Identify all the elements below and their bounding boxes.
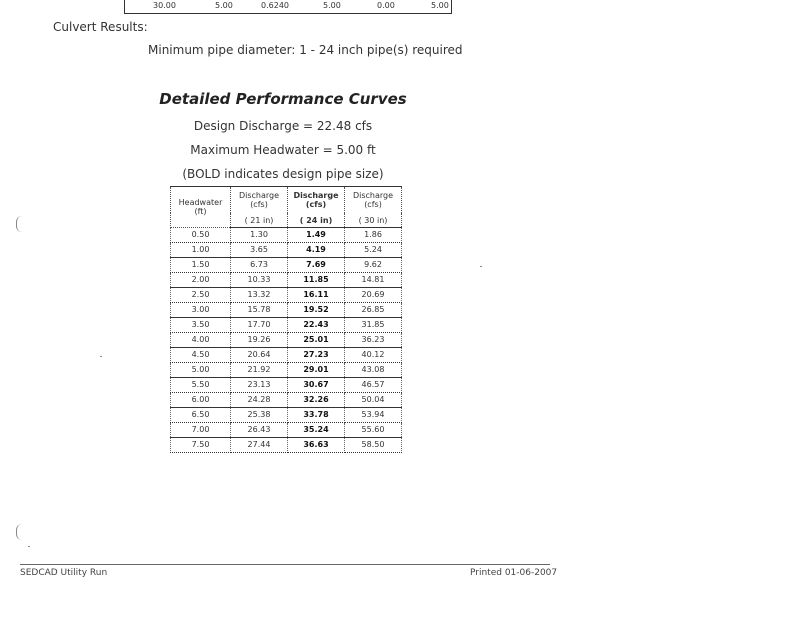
header-label: Discharge [352, 191, 394, 200]
discharge-cell: 35.24 [288, 423, 345, 438]
discharge-cell: 16.11 [288, 288, 345, 303]
discharge-cell: 5.24 [345, 243, 402, 258]
discharge-cell: 46.57 [345, 378, 402, 393]
discharge-cell: 31.85 [345, 318, 402, 333]
headwater-cell: 5.00 [171, 363, 231, 378]
table-row [171, 408, 402, 423]
headwater-cell: 3.50 [171, 318, 231, 333]
discharge-cell: 22.43 [288, 318, 345, 333]
discharge-cell: 36.23 [345, 333, 402, 348]
results-cell: 30.00 [153, 1, 176, 10]
discharge-cell: 9.62 [345, 258, 402, 273]
header-discharge-30 [345, 187, 402, 214]
footer-left-text: SEDCAD Utility Run [20, 568, 108, 578]
table-row [171, 378, 402, 393]
discharge-cell: 3.65 [231, 243, 288, 258]
discharge-cell: 1.86 [345, 228, 402, 243]
discharge-cell: 10.33 [231, 273, 288, 288]
header-size-30: ( 30 in) [345, 213, 402, 228]
discharge-cell: 13.32 [231, 288, 288, 303]
header-unit: (ft) [194, 207, 207, 216]
results-cell: 0.00 [377, 1, 395, 10]
results-table-last-row [124, 0, 452, 14]
headwater-cell: 4.00 [171, 333, 231, 348]
header-label: Headwater [178, 198, 223, 207]
table-row [171, 303, 402, 318]
table-row [171, 363, 402, 378]
performance-curves-title: Detailed Performance Curves [159, 90, 407, 108]
discharge-cell: 1.30 [231, 228, 288, 243]
discharge-cell: 29.01 [288, 363, 345, 378]
header-unit: (cfs) [364, 200, 382, 209]
discharge-cell: 53.94 [345, 408, 402, 423]
table-row [171, 228, 402, 243]
discharge-cell: 11.85 [288, 273, 345, 288]
discharge-cell: 33.78 [288, 408, 345, 423]
headwater-cell: 7.50 [171, 438, 231, 453]
headwater-cell: 3.00 [171, 303, 231, 318]
table-row [171, 423, 402, 438]
discharge-cell: 20.64 [231, 348, 288, 363]
headwater-cell: 0.50 [171, 228, 231, 243]
discharge-cell: 32.26 [288, 393, 345, 408]
table-row [171, 243, 402, 258]
headwater-cell: 4.50 [171, 348, 231, 363]
table-row [171, 348, 402, 363]
results-cell: 0.6240 [261, 1, 289, 10]
results-cell: 5.00 [215, 1, 233, 10]
discharge-cell: 27.44 [231, 438, 288, 453]
headwater-cell: 2.50 [171, 288, 231, 303]
discharge-cell: 36.63 [288, 438, 345, 453]
culvert-results-label: Culvert Results: [53, 20, 148, 34]
discharge-cell: 14.81 [345, 273, 402, 288]
discharge-cell: 21.92 [231, 363, 288, 378]
discharge-cell: 6.73 [231, 258, 288, 273]
header-label: Discharge [293, 191, 339, 200]
discharge-cell: 25.38 [231, 408, 288, 423]
discharge-cell: 20.69 [345, 288, 402, 303]
table-row [171, 438, 402, 453]
discharge-cell: 15.78 [231, 303, 288, 318]
headwater-cell: 6.50 [171, 408, 231, 423]
design-discharge-text: Design Discharge = 22.48 cfs [193, 119, 373, 133]
minimum-pipe-text: Minimum pipe diameter: 1 - 24 inch pipe(s) required [148, 43, 463, 57]
headwater-cell: 1.50 [171, 258, 231, 273]
discharge-cell: 19.52 [288, 303, 345, 318]
discharge-cell: 23.13 [231, 378, 288, 393]
discharge-cell: 50.04 [345, 393, 402, 408]
performance-table [170, 186, 402, 453]
headwater-cell: 5.50 [171, 378, 231, 393]
header-unit: (cfs) [305, 200, 327, 209]
table-row [171, 258, 402, 273]
footer-right-text: Printed 01-06-2007 [470, 568, 558, 578]
header-label: Discharge [238, 191, 280, 200]
table-row [171, 333, 402, 348]
discharge-cell: 1.49 [288, 228, 345, 243]
max-headwater-text: Maximum Headwater = 5.00 ft [190, 143, 376, 157]
results-cell: 5.00 [431, 1, 449, 10]
scan-bracket-mark [16, 216, 23, 232]
results-cell: 5.00 [323, 1, 341, 10]
header-size-21: ( 21 in) [231, 213, 288, 228]
discharge-cell: 40.12 [345, 348, 402, 363]
discharge-cell: 26.43 [231, 423, 288, 438]
header-discharge-24 [288, 187, 345, 214]
scan-speck [100, 356, 102, 357]
discharge-cell: 17.70 [231, 318, 288, 333]
discharge-cell: 43.08 [345, 363, 402, 378]
headwater-cell: 2.00 [171, 273, 231, 288]
discharge-cell: 58.50 [345, 438, 402, 453]
header-size-24: ( 24 in) [288, 213, 345, 228]
table-row [171, 288, 402, 303]
discharge-cell: 24.28 [231, 393, 288, 408]
headwater-cell: 7.00 [171, 423, 231, 438]
discharge-cell: 27.23 [288, 348, 345, 363]
header-discharge-21 [231, 187, 288, 214]
discharge-cell: 19.26 [231, 333, 288, 348]
footer-rule [20, 564, 550, 565]
header-unit: (cfs) [250, 200, 268, 209]
scan-speck [480, 266, 482, 267]
headwater-cell: 6.00 [171, 393, 231, 408]
table-row [171, 393, 402, 408]
discharge-cell: 4.19 [288, 243, 345, 258]
discharge-cell: 7.69 [288, 258, 345, 273]
discharge-cell: 55.60 [345, 423, 402, 438]
scan-speck [28, 546, 30, 547]
table-row [171, 318, 402, 333]
scan-bracket-mark [16, 524, 23, 540]
headwater-cell: 1.00 [171, 243, 231, 258]
discharge-cell: 26.85 [345, 303, 402, 318]
bold-note-text: (BOLD indicates design pipe size) [182, 167, 384, 181]
discharge-cell: 30.67 [288, 378, 345, 393]
discharge-cell: 25.01 [288, 333, 345, 348]
header-headwater [171, 187, 231, 228]
table-row [171, 273, 402, 288]
